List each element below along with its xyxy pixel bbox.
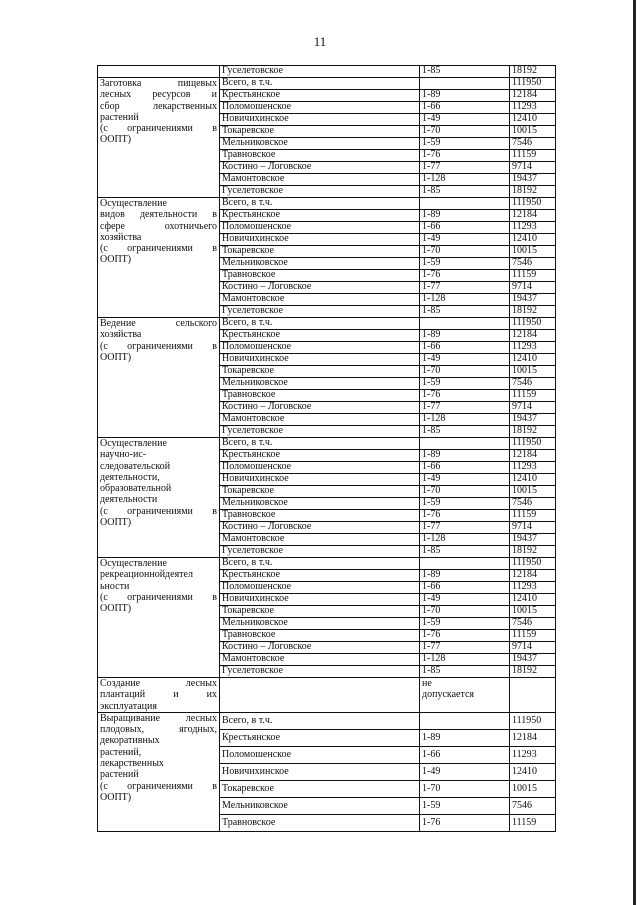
table-row [98, 438, 556, 450]
forestry-cell: Гуселетовское [220, 66, 420, 78]
area-cell: 11159 [510, 270, 556, 282]
area-cell: 12184 [510, 570, 556, 582]
forestry-cell: Новичихинское [220, 594, 420, 606]
category-line: сфере охотничьего [100, 220, 217, 232]
forestry-cell [220, 678, 420, 713]
area-cell: 9714 [510, 162, 556, 174]
forest-use-table [97, 65, 556, 832]
category-line: Ведение сельского [100, 318, 217, 329]
area-cell: 9714 [510, 522, 556, 534]
forestry-cell: Травновское [220, 270, 420, 282]
category-line: Осуществление [100, 198, 167, 209]
category-line: Осуществление [100, 558, 167, 569]
forestry-cell: Всего, в т.ч. [220, 558, 420, 570]
area-cell: 12410 [510, 114, 556, 126]
quarters-cell: 1-89 [420, 90, 510, 102]
category-line: декоративных [100, 735, 160, 747]
quarters-cell: 1-85 [420, 186, 510, 198]
category-line: (с ограничениями в [100, 123, 217, 135]
category-line: деятельности [100, 494, 158, 506]
area-cell: 111950 [510, 558, 556, 570]
quarters-cell: 1-70 [420, 486, 510, 498]
forestry-cell: Всего, в т.ч. [220, 712, 420, 729]
forestry-cell: Токаревское [220, 126, 420, 138]
quarters-cell: 1-49 [420, 594, 510, 606]
category-cell [98, 66, 220, 78]
area-cell: 10015 [510, 606, 556, 618]
table-row [98, 712, 556, 729]
category-line: (с ограничениями в [100, 505, 217, 517]
category-line: хозяйства [100, 231, 142, 243]
category-cell [98, 438, 220, 558]
forestry-cell: Мамонтовское [220, 414, 420, 426]
category-line: эксплуатация [100, 700, 157, 712]
area-cell: 12410 [510, 234, 556, 246]
forestry-cell: Травновское [220, 630, 420, 642]
quarters-cell: 1-89 [420, 570, 510, 582]
forestry-cell: Мельниковское [220, 258, 420, 270]
area-cell: 10015 [510, 780, 556, 797]
area-cell: 18192 [510, 186, 556, 198]
area-cell: 18192 [510, 66, 556, 78]
category-line: растений [100, 111, 139, 123]
forestry-cell: Поломошенское [220, 222, 420, 234]
forestry-cell: Мамонтовское [220, 534, 420, 546]
category-line: Создание лесных [100, 678, 217, 689]
table-row [98, 198, 556, 210]
area-cell: 19437 [510, 294, 556, 306]
category-cell [98, 198, 220, 318]
quarters-cell: 1-49 [420, 234, 510, 246]
area-cell: 18192 [510, 546, 556, 558]
forestry-cell: Новичихинское [220, 234, 420, 246]
quarters-cell: 1-128 [420, 294, 510, 306]
forestry-cell: Мельниковское [220, 138, 420, 150]
forestry-cell: Поломошенское [220, 746, 420, 763]
category-line: хозяйства [100, 329, 142, 341]
area-cell: 11293 [510, 102, 556, 114]
forestry-cell: Крестьянское [220, 210, 420, 222]
forestry-cell: Мельниковское [220, 797, 420, 814]
forestry-cell: Поломошенское [220, 342, 420, 354]
category-cell [98, 78, 220, 198]
quarters-cell: 1-49 [420, 474, 510, 486]
quarters-cell: 1-66 [420, 462, 510, 474]
area-cell: 12184 [510, 90, 556, 102]
forestry-cell: Мамонтовское [220, 294, 420, 306]
category-cell [98, 318, 220, 438]
category-line: научно-ис- [100, 449, 147, 461]
category-line: рекреационнойдеятел [100, 569, 193, 581]
category-line: растений [100, 769, 139, 781]
forestry-cell: Костино – Логовское [220, 162, 420, 174]
area-cell: 7546 [510, 258, 556, 270]
quarters-cell: 1-76 [420, 814, 510, 831]
area-cell: 9714 [510, 282, 556, 294]
area-cell: 11159 [510, 390, 556, 402]
area-cell: 12184 [510, 450, 556, 462]
area-cell: 7546 [510, 138, 556, 150]
forestry-cell: Мельниковское [220, 378, 420, 390]
area-cell: 10015 [510, 366, 556, 378]
forestry-cell: Токаревское [220, 486, 420, 498]
forestry-cell: Гуселетовское [220, 306, 420, 318]
quarters-cell: 1-59 [420, 258, 510, 270]
quarters-cell: 1-89 [420, 450, 510, 462]
category-line: Выращивание лесных [100, 712, 217, 724]
forestry-cell: Травновское [220, 510, 420, 522]
area-cell: 12184 [510, 210, 556, 222]
quarters-cell: 1-77 [420, 162, 510, 174]
quarters-cell: 1-70 [420, 246, 510, 258]
forestry-cell: Новичихинское [220, 354, 420, 366]
quarters-cell: 1-128 [420, 654, 510, 666]
category-cell [98, 558, 220, 678]
forestry-cell: Костино – Логовское [220, 282, 420, 294]
area-cell: 10015 [510, 486, 556, 498]
area-cell: 111950 [510, 198, 556, 210]
quarters-cell: 1-89 [420, 330, 510, 342]
quarters-cell [420, 558, 510, 570]
quarters-cell: 1-89 [420, 729, 510, 746]
quarters-cell: 1-70 [420, 366, 510, 378]
forestry-cell: Травновское [220, 390, 420, 402]
forestry-cell: Новичихинское [220, 114, 420, 126]
quarters-cell: 1-76 [420, 150, 510, 162]
category-line: ООПТ) [100, 603, 132, 615]
quarters-cell: 1-59 [420, 378, 510, 390]
quarters-cell: 1-49 [420, 114, 510, 126]
category-line: плантаций и их [100, 689, 217, 701]
area-cell: 7546 [510, 378, 556, 390]
quarters-cell: 1-49 [420, 763, 510, 780]
quarters-cell: 1-76 [420, 390, 510, 402]
category-line: Осуществление [100, 438, 167, 449]
category-line: ООПТ) [100, 134, 132, 146]
category-line: следовательской [100, 460, 171, 472]
quarters-cell: 1-77 [420, 282, 510, 294]
area-cell: 12410 [510, 763, 556, 780]
quarters-cell: 1-59 [420, 138, 510, 150]
area-cell: 11293 [510, 462, 556, 474]
quarters-cell [420, 198, 510, 210]
category-line: ООПТ) [100, 517, 132, 529]
area-cell: 111950 [510, 318, 556, 330]
category-cell [98, 678, 220, 713]
forestry-cell: Костино – Логовское [220, 402, 420, 414]
quarters-cell: 1-77 [420, 642, 510, 654]
forestry-cell: Гуселетовское [220, 426, 420, 438]
quarters-cell: 1-76 [420, 630, 510, 642]
area-cell: 11293 [510, 342, 556, 354]
forestry-cell: Крестьянское [220, 570, 420, 582]
forestry-cell: Травновское [220, 814, 420, 831]
category-line: (с ограничениями в [100, 780, 217, 792]
area-cell: 12184 [510, 330, 556, 342]
area-cell: 7546 [510, 797, 556, 814]
area-cell: 11293 [510, 222, 556, 234]
category-line: видов деятельности в [100, 209, 217, 221]
not-allowed-line: не [422, 678, 432, 689]
quarters-cell: 1-59 [420, 797, 510, 814]
quarters-cell: 1-66 [420, 582, 510, 594]
quarters-cell: 1-128 [420, 414, 510, 426]
forestry-cell: Поломошенское [220, 582, 420, 594]
forestry-cell: Токаревское [220, 780, 420, 797]
quarters-cell: 1-49 [420, 354, 510, 366]
area-cell: 11159 [510, 630, 556, 642]
area-cell: 19437 [510, 654, 556, 666]
page-number: 11 [313, 34, 327, 49]
forestry-cell: Крестьянское [220, 450, 420, 462]
area-cell: 7546 [510, 498, 556, 510]
quarters-cell [420, 78, 510, 90]
forestry-cell: Крестьянское [220, 90, 420, 102]
quarters-cell: 1-76 [420, 510, 510, 522]
forestry-cell: Поломошенское [220, 102, 420, 114]
category-line: (с ограничениями в [100, 243, 217, 255]
forestry-cell: Гуселетовское [220, 186, 420, 198]
forestry-cell: Всего, в т.ч. [220, 78, 420, 90]
forestry-cell: Всего, в т.ч. [220, 318, 420, 330]
forestry-cell: Мельниковское [220, 498, 420, 510]
area-cell: 111950 [510, 712, 556, 729]
area-cell: 111950 [510, 78, 556, 90]
quarters-cell: 1-77 [420, 522, 510, 534]
category-line: образовательной [100, 483, 172, 495]
category-line: ООПТ) [100, 791, 132, 803]
forestry-cell: Травновское [220, 150, 420, 162]
table-row [98, 558, 556, 570]
category-line: плодовых, ягодных, [100, 724, 217, 736]
quarters-cell: 1-70 [420, 780, 510, 797]
quarters-cell: 1-70 [420, 606, 510, 618]
quarters-cell: 1-128 [420, 534, 510, 546]
category-line: (с ограничениями в [100, 340, 217, 352]
forestry-cell: Новичихинское [220, 763, 420, 780]
area-cell: 9714 [510, 642, 556, 654]
quarters-cell: 1-59 [420, 498, 510, 510]
forestry-cell: Всего, в т.ч. [220, 198, 420, 210]
forestry-cell: Костино – Логовское [220, 522, 420, 534]
forestry-cell: Всего, в т.ч. [220, 438, 420, 450]
forestry-cell: Токаревское [220, 366, 420, 378]
area-cell: 19437 [510, 174, 556, 186]
quarters-cell: 1-66 [420, 746, 510, 763]
quarters-cell: 1-70 [420, 126, 510, 138]
quarters-cell: 1-85 [420, 306, 510, 318]
category-line: ьности [100, 580, 130, 592]
table-row [98, 78, 556, 90]
area-cell: 18192 [510, 666, 556, 678]
area-cell: 19437 [510, 414, 556, 426]
forestry-cell: Поломошенское [220, 462, 420, 474]
forestry-cell: Новичихинское [220, 474, 420, 486]
area-cell [510, 678, 556, 713]
quarters-cell: 1-59 [420, 618, 510, 630]
quarters-cell: 1-77 [420, 402, 510, 414]
area-cell: 18192 [510, 426, 556, 438]
quarters-cell: 1-89 [420, 210, 510, 222]
quarters-cell: 1-66 [420, 342, 510, 354]
area-cell: 11159 [510, 510, 556, 522]
category-line: (с ограничениями в [100, 591, 217, 603]
area-cell: 7546 [510, 618, 556, 630]
forestry-cell: Гуселетовское [220, 666, 420, 678]
forestry-cell: Гуселетовское [220, 546, 420, 558]
quarters-cell: 1-66 [420, 102, 510, 114]
area-cell: 12410 [510, 594, 556, 606]
category-line: сбор лекарственных [100, 100, 217, 112]
area-cell: 9714 [510, 402, 556, 414]
area-cell: 12410 [510, 474, 556, 486]
not-allowed-cell [420, 678, 510, 713]
scan-edge-line [633, 0, 636, 905]
quarters-cell: 1-85 [420, 546, 510, 558]
quarters-cell [420, 438, 510, 450]
quarters-cell: 1-66 [420, 222, 510, 234]
not-allowed-line: допускается [422, 689, 474, 700]
category-line: деятельности, [100, 471, 160, 483]
quarters-cell: 1-85 [420, 426, 510, 438]
category-line: растений, [100, 746, 142, 758]
category-line: лекарственных [100, 758, 164, 770]
forestry-cell: Токаревское [220, 606, 420, 618]
area-cell: 111950 [510, 438, 556, 450]
forestry-cell: Крестьянское [220, 729, 420, 746]
category-line: ООПТ) [100, 351, 132, 363]
area-cell: 11293 [510, 746, 556, 763]
forestry-cell: Токаревское [220, 246, 420, 258]
category-line: ООПТ) [100, 254, 132, 266]
quarters-cell: 1-85 [420, 666, 510, 678]
forestry-cell: Мамонтовское [220, 174, 420, 186]
category-cell [98, 712, 220, 831]
area-cell: 10015 [510, 126, 556, 138]
area-cell: 12410 [510, 354, 556, 366]
area-cell: 11159 [510, 150, 556, 162]
forestry-cell: Крестьянское [220, 330, 420, 342]
forestry-cell: Мамонтовское [220, 654, 420, 666]
quarters-cell: 1-76 [420, 270, 510, 282]
table-row [98, 66, 556, 78]
area-cell: 18192 [510, 306, 556, 318]
forestry-cell: Костино – Логовское [220, 642, 420, 654]
forestry-cell: Мельниковское [220, 618, 420, 630]
table-row [98, 318, 556, 330]
table-row [98, 678, 556, 713]
area-cell: 10015 [510, 246, 556, 258]
area-cell: 11293 [510, 582, 556, 594]
area-cell: 19437 [510, 534, 556, 546]
table-body [98, 66, 556, 832]
category-line: лесных ресурсов и [100, 89, 217, 101]
quarters-cell [420, 318, 510, 330]
area-cell: 12184 [510, 729, 556, 746]
quarters-cell: 1-128 [420, 174, 510, 186]
area-cell: 11159 [510, 814, 556, 831]
quarters-cell [420, 712, 510, 729]
category-line: Заготовка пищевых [100, 78, 217, 89]
quarters-cell: 1-85 [420, 66, 510, 78]
